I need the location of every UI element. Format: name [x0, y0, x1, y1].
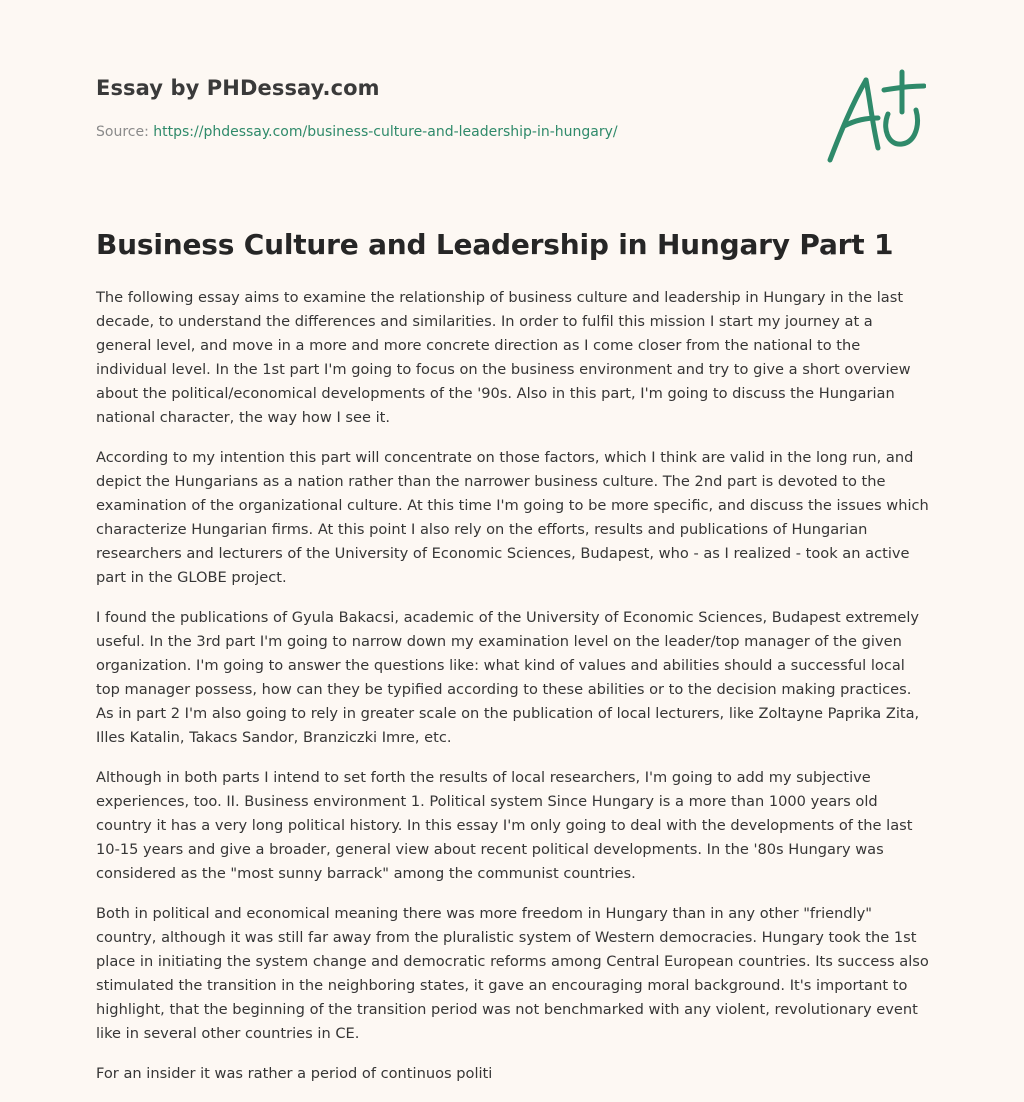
essay-paragraph: For an insider it was rather a period of continuos politi [96, 1065, 493, 1082]
source-link[interactable]: https://phdessay.com/business-culture-and-leadership-in-hungary/ [153, 124, 618, 140]
a-plus-grade-icon [822, 68, 926, 164]
essay-paragraph: I found the publications of Gyula Bakacsi, academic of the University of Economic Sciences, Budapest extremely useful. In the 3rd part I'm going to narrow down my examination level on the leader/top manager of the given organization. I'm going to answer the questions like: what kind of values and abilities should a successful local top manager possess, how can they be typified according to these abilities or to the decision making practices. As in part 2 I'm also going to rely in greater scale on the publication of local lecturers, like Zoltayne Paprika Zita, Illes Katalin, Takacs Sandor, Branziczki Imre, etc. [96, 609, 920, 746]
source-line [96, 124, 618, 140]
essay-paragraph: Both in political and economical meaning there was more freedom in Hungary than in any other "friendly" country, although it was still far away from the pluralistic system of Western democracies. Hungary took the 1st place in initiating the system change and democratic reforms among Central European countries. Its success also stimulated the transition in the neighboring states, it gave an encouraging moral background. It's important to highlight, that the beginning of the transition period was not benchmarked with any violent, revolutionary event like in several other countries in CE. [96, 905, 929, 1042]
essay-body [96, 286, 932, 1102]
essay-paragraph: The following essay aims to examine the relationship of business culture and leadership in Hungary in the last decade, to understand the differences and similarities. In order to fulfil this mission I start my journey at a general level, and move in a more and more concrete direction as I come closer from the national to the individual level. In the 1st part I'm going to focus on the business environment and try to give a short overview about the political/economical developments of the '90s. Also in this part, I'm going to discuss the Hungarian national character, the way how I see it. [96, 289, 911, 426]
source-label: Source: [96, 124, 154, 140]
essay-title: Business Culture and Leadership in Hungary Part 1 [96, 228, 894, 261]
site-brand: Essay by PHDessay.com [96, 76, 380, 100]
essay-paragraph: Although in both parts I intend to set forth the results of local researchers, I'm going to add my subjective experiences, too. II. Business environment 1. Political system Since Hungary is a more than 1000 years old country it has a very long political history. In this essay I'm only going to deal with the developments of the last 10-15 years and give a broader, general view about recent political developments. In the '80s Hungary was considered as the "most sunny barrack" among the communist countries. [96, 769, 913, 882]
essay-paragraph: According to my intention this part will concentrate on those factors, which I think are valid in the long run, and depict the Hungarians as a nation rather than the narrower business culture. The 2nd part is devoted to the examination of the organizational culture. At this time I'm going to be more specific, and discuss the issues which characterize Hungarian firms. At this point I also rely on the efforts, results and publications of Hungarian researchers and lecturers of the University of Economic Sciences, Budapest, who - as I realized - took an active part in the GLOBE project. [96, 449, 929, 586]
